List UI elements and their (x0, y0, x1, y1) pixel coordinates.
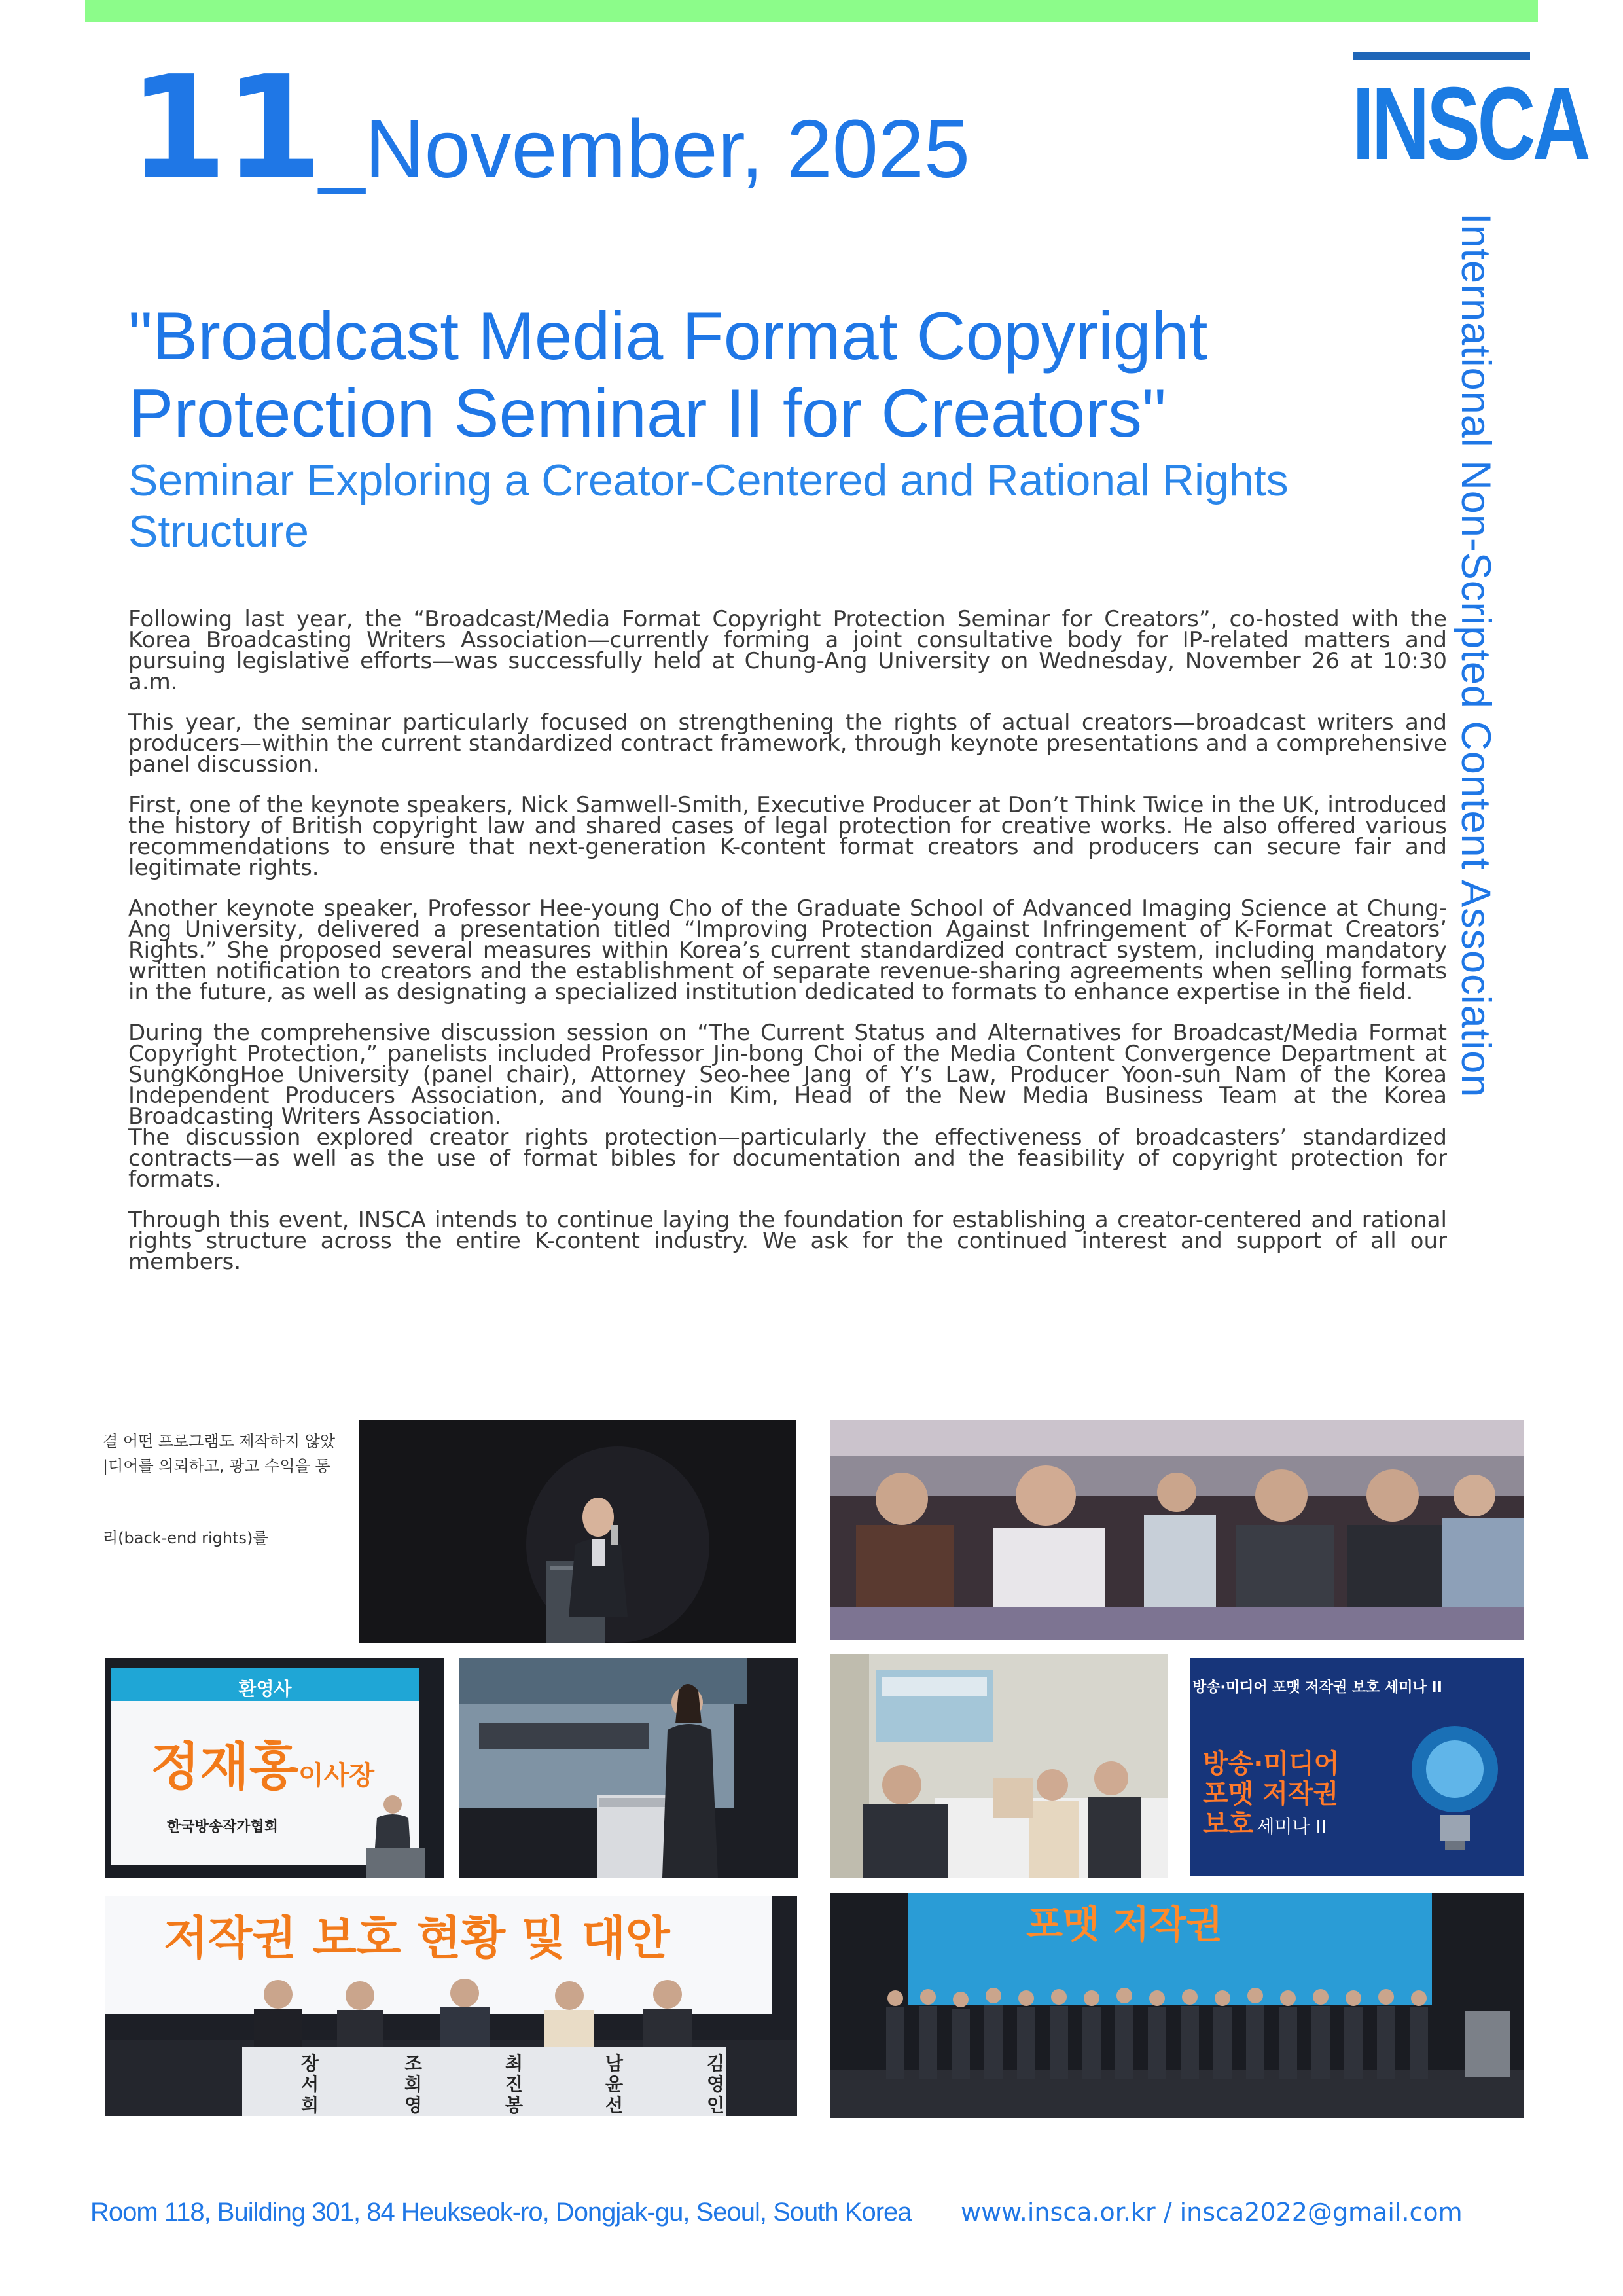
speaker-name: 정재홍 (151, 1738, 299, 1797)
slide-text-line: 결 어떤 프로그램도 제작하지 않았 (103, 1432, 336, 1450)
slide-text-line: |디어를 의뢰하고, 광고 수익을 통 (103, 1457, 330, 1475)
paragraph: The discussion explored creator rights protection—particularly the effectiveness of broadcasters’ standardized contracts—as well as the use of format bibles for documentation and the feasibility of copyright protection for formats. (128, 1124, 1447, 1193)
photo-audience (830, 1420, 1524, 1640)
banner-big-line-2: 포맷 저작권 (1203, 1779, 1339, 1809)
slide-text-line: 리(back-end rights)를 (103, 1529, 268, 1547)
lightbulb-icon (1399, 1717, 1510, 1867)
banner-big-word: 보호 (1203, 1809, 1254, 1839)
welcome-speaker-figure (366, 1789, 425, 1878)
nameplate: 최진봉 (505, 2053, 524, 2116)
top-accent-bar (85, 0, 1538, 22)
photo-keynote-speaker (101, 1420, 796, 1643)
banner-big-line-1: 방송·미디어 (1203, 1749, 1340, 1779)
paragraph: Through this event, INSCA intends to continue laying the foundation for establishing a creator-centered and rational rights structure across the entire K-content industry. We ask for the continued interest and support of all our members. (128, 1207, 1447, 1275)
photo-meeting-room (830, 1654, 1168, 1878)
photo-seminar-banner (1190, 1658, 1524, 1876)
nameplate: 남윤선 (605, 2053, 624, 2116)
newsletter-date (128, 46, 971, 211)
banner-title-line: 방송·미디어 포맷 저작권 보호 세미나 II (1192, 1679, 1442, 1696)
welcome-label: 환영사 (238, 1678, 292, 1700)
footer-address: Room 118, Building 301, 84 Heukseok-ro, Dongjak-gu, Seoul, South Korea (90, 2198, 912, 2227)
banner-big-line-3 (1203, 1803, 1327, 1840)
keynote-stage-image (359, 1420, 796, 1643)
article-subtitle: Seminar Exploring a Creator-Centered and Rational Rights Structure (128, 456, 1289, 556)
paragraph: This year, the seminar particularly focused on strengthening the rights of actual creators—broadcast writers and producers—within the current standardized contract framework, through keynote presentations and a comprehensive panel discussion. (128, 709, 1447, 778)
group-people-figures (830, 1972, 1524, 2118)
nameplate: 장서희 (301, 2053, 319, 2116)
article-title (128, 298, 1404, 452)
welcome-speaker-name (151, 1726, 374, 1799)
welcome-org: 한국방송작가협회 (167, 1819, 279, 1835)
paragraph: During the comprehensive discussion session on “The Current Status and Alternatives for Broadcast/Media Format Copyright Protection,” panelists included Professor Jin-bong Choi of the Media Content Convergence Department at SungKongHoe University (panel chair), Attorney Seo-hee Jang of Y’s Law, Producer Yoon-sun Nam of the Korea Independent Producers Association, and Young-in Kim, Head of the New Media Business Team at the Korea Broadcasting Writers Association. (128, 1020, 1447, 1130)
photo-welcome-address (105, 1658, 444, 1878)
title-line-2: Protection Seminar II for Creators" (128, 376, 1166, 452)
logo-rule (1353, 52, 1530, 60)
date-month-year: _November, 2025 (319, 103, 971, 195)
group-heading: 포맷 저작권 (1026, 1902, 1223, 1946)
speaker-title: 이사장 (298, 1761, 374, 1791)
paragraph: First, one of the keynote speakers, Nick Samwell-Smith, Executive Producer at Don’t Think Twice in the UK, introduced the history of British copyright law and shared cases of legal protection for creative works. He also offered various recommendations to ensure that next-generation K-content format creators and producers can secure fair and legitimate rights. (128, 792, 1447, 881)
title-line-1: "Broadcast Media Format Copyright (128, 298, 1208, 374)
article-body (128, 606, 1447, 1292)
insca-logo: INSCA (1352, 66, 1588, 181)
photo-presenter-podium (459, 1658, 798, 1878)
date-day: 11 (128, 46, 319, 211)
nameplate: 김영인 (707, 2053, 725, 2116)
association-name-vertical: International Non-Scripted Content Association (1453, 213, 1499, 1098)
photo-group (830, 1893, 1524, 2118)
nameplate: 조희영 (404, 2053, 423, 2116)
panelists-figures (105, 1968, 797, 2116)
panel-heading: 저작권 보호 현황 및 대안 (164, 1911, 670, 1965)
photo-panel-discussion (105, 1896, 797, 2116)
footer-contact: www.insca.or.kr / insca2022@gmail.com (961, 2198, 1463, 2227)
paragraph: Another keynote speaker, Professor Hee-young Cho of the Graduate School of Advanced Imaging Science at Chung-Ang University, delivered a presentation titled “Improving Protection Against Infringement of K-Format Creators’ Rights.” She proposed several measures within Korea’s current standardized contract system, including mandatory written notification to creators and the establishment of separate revenue-sharing agreements when selling formats in the future, as well as designating a specialized institution dedicated to formats to enhance expertise in the field. (128, 895, 1447, 1005)
paragraph: Following last year, the “Broadcast/Media Format Copyright Protection Seminar for Creators”, co-hosted with the Korea Broadcasting Writers Association—currently forming a joint consultative body for IP-related matters and pursuing legislative efforts—was successfully held at Chung-Ang University on Wednesday, November 26 at 10:30 a.m. (128, 606, 1447, 695)
banner-big-word: 세미나 II (1257, 1816, 1327, 1837)
